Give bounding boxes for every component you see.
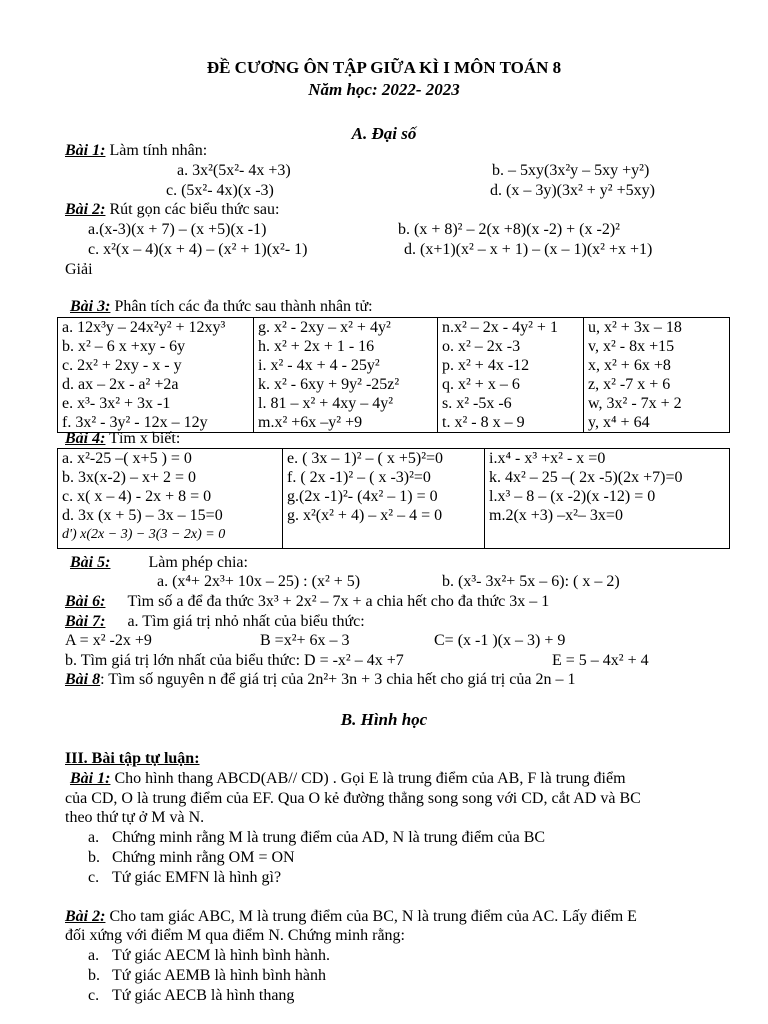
exercise-1-d: d. (x – 3y)(3x² + y² +5xy) (490, 182, 655, 199)
problem-1-line-2: của CD, O là trung điểm của EF. Qua O kẻ đường thẳng song song với CD, cắt AD và BC (65, 790, 641, 807)
problem-1-line-1 (70, 769, 626, 789)
exercise-2-c: c. x²(x – 4)(x + 4) – (x² + 1)(x²- 1) (88, 241, 308, 258)
exercise-5-prompt: Làm phép chia: (148, 554, 248, 571)
exercise-1-c: c. (5x²- 4x)(x -3) (166, 182, 274, 199)
exercise-7-prompt: a. Tìm giá trị nhỏ nhất của biểu thức: (127, 613, 365, 630)
problem-1-marker-b: b. (88, 849, 100, 866)
exercise-4-label: Bài 4: (65, 430, 106, 447)
problem-1-item-c: Tứ giác EMFN là hình gì? (112, 869, 282, 886)
document-title: ĐỀ CƯƠNG ÔN TẬP GIỮA KÌ I MÔN TOÁN 8 (206, 58, 562, 77)
exercise-5-label: Bài 5: (70, 554, 111, 571)
exercise-7-part-b: b. Tìm giá trị lớn nhất của biểu thức: D = -x² – 4x +7 (65, 652, 404, 669)
school-year: Năm học: 2022- 2023 (308, 80, 460, 99)
problem-2-label: Bài 2: (65, 908, 106, 925)
exercise-3-column-4 (584, 318, 730, 433)
list-item: q. x² + x – 6 (442, 376, 520, 393)
exercise-6-prompt: Tìm số a để đa thức 3x³ + 2x² – 7x + a chia hết cho đa thức 3x – 1 (127, 593, 550, 610)
exercise-5-line (70, 553, 248, 573)
list-item: s. x² -5x -6 (442, 395, 512, 412)
list-item: b. 3x(x-2) – x+ 2 = 0 (62, 469, 197, 486)
exercise-2-b: b. (x + 8)² – 2(x +8)(x -2) + (x -2)² (398, 221, 620, 238)
exercise-5-b: b. (x³- 3x²+ 5x – 6): ( x – 2) (442, 573, 620, 590)
list-item: o. x² – 2x -3 (442, 338, 521, 355)
problem-2-line-2: đối xứng với điểm M qua điểm N. Chứng minh rằng: (65, 927, 405, 944)
list-item: l.x³ – 8 – (x -2)(x -12) = 0 (489, 488, 656, 505)
list-item: p. x² + 4x -12 (442, 357, 530, 374)
exercise-7-expression-e: E = 5 – 4x² + 4 (552, 652, 649, 669)
essay-section-heading: III. Bài tập tự luận: (65, 750, 200, 767)
exercise-7-expression-a: A = x² -2x +9 (65, 632, 152, 649)
list-item: d') x(2x − 3) − 3(3 − 2x) = 0 (62, 527, 226, 542)
list-item: c. x( x – 4) - 2x + 8 = 0 (62, 488, 212, 505)
list-item: n.x² – 2x - 4y² + 1 (442, 319, 558, 336)
list-item: m.2(x +3) –x²– 3x=0 (489, 507, 623, 524)
problem-1-item-b: Chứng minh rằng OM = ON (112, 849, 295, 866)
exercise-3-column-2 (254, 318, 438, 433)
exercise-3-line (70, 297, 373, 317)
list-item: z, x² -7 x + 6 (588, 376, 671, 393)
exercise-7-line (65, 612, 365, 632)
exercise-1-b: b. – 5xy(3x²y – 5xy +y²) (492, 162, 650, 179)
exercise-6-line (65, 592, 549, 612)
list-item: i. x² - 4x + 4 - 25y² (258, 357, 380, 374)
exercise-7-label: Bài 7: (65, 613, 106, 630)
exercise-8-prompt: : Tìm số nguyên n để giá trị của 2n²+ 3n + 3 chia hết cho giá trị của 2n – 1 (100, 671, 576, 688)
list-item: d. ax – 2x - a² +2a (62, 376, 179, 393)
list-item: f. 3x² - 3y² - 12x – 12y (62, 414, 208, 431)
exercise-4-column-1 (58, 449, 283, 549)
algebra-heading: A. Đại số (351, 124, 417, 143)
list-item: e. x³- 3x² + 3x -1 (62, 395, 171, 412)
exercise-4-line (65, 429, 180, 449)
problem-2-text: Cho tam giác ABC, M là trung điểm của BC, N là trung điểm của AC. Lấy điểm E (105, 908, 637, 925)
exercise-3-label: Bài 3: (70, 298, 111, 315)
exercise-8-line (65, 670, 575, 690)
exercise-3-column-3 (438, 318, 584, 433)
problem-2-item-c: Tứ giác AECB là hình thang (112, 987, 295, 1004)
exercise-6-label: Bài 6: (65, 593, 106, 610)
problem-1-marker-c: c. (88, 869, 100, 886)
exercise-7-expression-b: B =x²+ 6x – 3 (260, 632, 350, 649)
problem-1-marker-a: a. (88, 829, 100, 846)
exercise-4-prompt: Tìm x biết: (105, 430, 181, 447)
exercise-4-column-2 (283, 449, 485, 549)
problem-2-item-a: Tứ giác AECM là hình bình hành. (112, 947, 330, 964)
list-item: m.x² +6x –y² +9 (258, 414, 363, 431)
list-item: y, x⁴ + 64 (588, 414, 650, 431)
table-row (58, 318, 730, 433)
exercise-1-prompt: Làm tính nhân: (105, 142, 208, 159)
problem-1-text: Cho hình thang ABCD(AB// CD) . Gọi E là trung điểm của AB, F là trung điểm (110, 770, 626, 787)
exercise-1-a: a. 3x²(5x²- 4x +3) (177, 162, 291, 179)
solution-label: Giải (65, 261, 93, 278)
list-item: k. 4x² – 25 –( 2x -5)(2x +7)=0 (489, 469, 683, 486)
list-item: b. x² – 6 x +xy - 6y (62, 338, 186, 355)
problem-2-marker-b: b. (88, 967, 100, 984)
list-item: u, x² + 3x – 18 (588, 319, 682, 336)
exercise-3-table (57, 317, 730, 433)
exercise-1-line (65, 141, 207, 161)
geometry-heading: B. Hình học (340, 710, 428, 729)
exercise-1-label: Bài 1: (65, 142, 106, 159)
list-item: e. ( 3x – 1)² – ( x +5)²=0 (287, 450, 444, 467)
list-item: h. x² + 2x + 1 - 16 (258, 338, 375, 355)
exercise-3-column-1 (58, 318, 254, 433)
exercise-4-column-3 (485, 449, 730, 549)
exercise-8-label: Bài 8 (65, 671, 101, 688)
exercise-4-table (57, 448, 730, 549)
exercise-3-prompt: Phân tích các đa thức sau thành nhân tử: (110, 298, 373, 315)
list-item: w, 3x² - 7x + 2 (588, 395, 682, 412)
table-row (58, 449, 730, 549)
list-item: c. 2x² + 2xy - x - y (62, 357, 182, 374)
exercise-2-prompt: Rút gọn các biểu thức sau: (105, 201, 280, 218)
list-item: g. x² - 2xy – x² + 4y² (258, 319, 391, 336)
problem-2-marker-c: c. (88, 987, 100, 1004)
problem-1-line-3: theo thứ tự ở M và N. (65, 809, 205, 826)
problem-1-label: Bài 1: (70, 770, 111, 787)
list-item: g.(2x -1)²- (4x² – 1) = 0 (287, 488, 438, 505)
problem-2-marker-a: a. (88, 947, 100, 964)
list-item: l. 81 – x² + 4xy – 4y² (258, 395, 394, 412)
list-item: x, x² + 6x +8 (588, 357, 671, 374)
list-item: a. x²-25 –( x+5 ) = 0 (62, 450, 192, 467)
list-item: f. ( 2x -1)² – ( x -3)²=0 (287, 469, 431, 486)
problem-1-item-a: Chứng minh rằng M là trung điểm của AD, N là trung điểm của BC (112, 829, 546, 846)
problem-2-item-b: Tứ giác AEMB là hình bình hành (112, 967, 326, 984)
list-item: v, x² - 8x +15 (588, 338, 675, 355)
list-item: g. x²(x² + 4) – x² – 4 = 0 (287, 507, 443, 524)
list-item: a. 12x³y – 24x²y² + 12xy³ (62, 319, 226, 336)
exercise-2-line (65, 200, 279, 220)
exercise-7-expression-c: C= (x -1 )(x – 3) + 9 (434, 632, 566, 649)
exercise-2-label: Bài 2: (65, 201, 106, 218)
exercise-2-d: d. (x+1)(x² – x + 1) – (x – 1)(x² +x +1) (404, 241, 653, 258)
list-item: d. 3x (x + 5) – 3x – 15=0 (62, 507, 223, 524)
problem-2-line-1 (65, 907, 637, 927)
exercise-2-a: a.(x-3)(x + 7) – (x +5)(x -1) (88, 221, 267, 238)
list-item: t. x² - 8 x – 9 (442, 414, 525, 431)
list-item: k. x² - 6xy + 9y² -25z² (258, 376, 400, 393)
list-item: i.x⁴ - x³ +x² - x =0 (489, 450, 606, 467)
exercise-5-a: a. (x⁴+ 2x³+ 10x – 25) : (x² + 5) (157, 573, 361, 590)
